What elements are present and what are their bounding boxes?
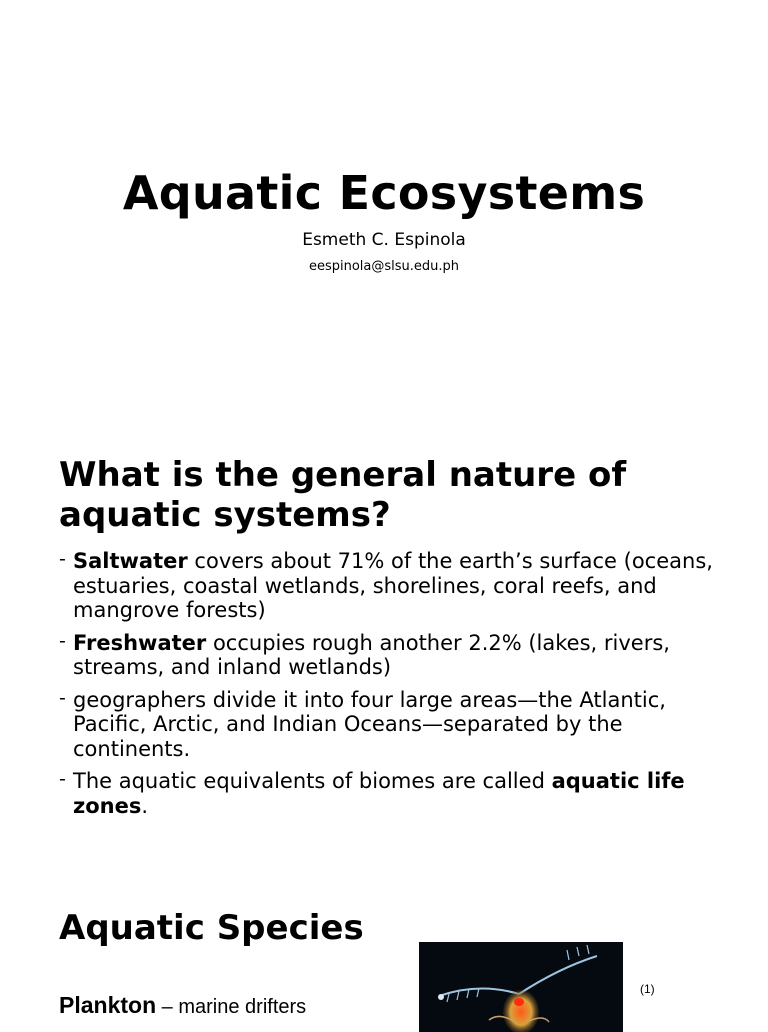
nature-slide xyxy=(0,455,768,855)
plankton-term: Plankton xyxy=(59,992,157,1018)
slide-heading: What is the general nature of aquatic systems? xyxy=(59,455,627,535)
bullet-item xyxy=(59,631,719,680)
bullet-item xyxy=(59,769,719,818)
plankton-definition xyxy=(59,992,306,1019)
plankton-icon xyxy=(419,942,623,1032)
bullet-text: geographers divide it into four large areas—the Atlantic, Pacific, Arctic, and Indian Oceans—separated by the continents. xyxy=(73,687,666,761)
bullet-text-tail: . xyxy=(141,793,149,818)
bullet-list xyxy=(59,549,719,826)
bullet-text: The aquatic equivalents of biomes are called xyxy=(73,769,552,793)
bullet-bold-term: Freshwater xyxy=(73,630,207,655)
reference-number: (1) xyxy=(640,982,655,996)
dash-bullet-icon: - xyxy=(59,548,66,570)
bullet-text: occupies rough another 2.2% (lakes, rivers, streams, and inland wetlands) xyxy=(73,630,670,679)
dash-bullet-icon: - xyxy=(59,686,66,709)
bullet-item xyxy=(59,688,719,762)
author-name: Esmeth C. Espinola xyxy=(302,230,466,250)
bullet-bold-term: Saltwater xyxy=(73,549,188,573)
dash-bullet-icon: - xyxy=(59,768,66,790)
author-email: eespinola@slsu.edu.ph xyxy=(308,259,460,274)
slide-title: Aquatic Ecosystems xyxy=(122,166,646,220)
title-slide xyxy=(0,0,768,400)
bullet-item xyxy=(59,549,719,623)
bullet-text: covers about 71% of the earth’s surface (oceans, estuaries, coastal wetlands, shorelines, coral reefs, and mangrove forests) xyxy=(73,549,713,622)
plankton-description: – marine drifters xyxy=(156,996,307,1018)
bullet-bold-term: aquatic life zones xyxy=(73,769,685,818)
species-slide xyxy=(0,900,768,1024)
slide-heading: Aquatic Species xyxy=(59,908,364,948)
dash-bullet-icon: - xyxy=(59,629,66,652)
plankton-photo xyxy=(419,942,623,1032)
